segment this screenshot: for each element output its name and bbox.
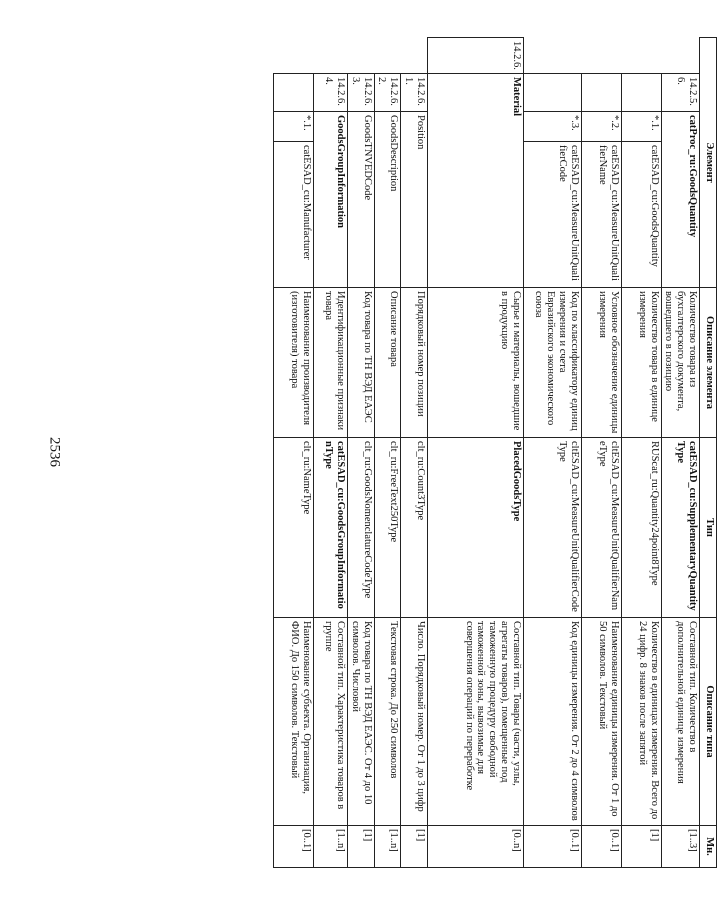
row-indent [274, 38, 314, 74]
row-sub-number: *.1. [274, 112, 314, 142]
element-description: Сырье и материалы, вошедшие в продукцию [427, 288, 523, 438]
type-name: catESAD_cu:SupplementaryQuantityType [661, 438, 699, 618]
table-row [661, 38, 699, 868]
row-number: 14.2.6.2. [374, 74, 401, 112]
type-name: cltESAD_cu:MeasureUnitQualifierNameType [581, 438, 621, 618]
row-sub-number: *.2. [581, 112, 621, 142]
table-row [374, 38, 401, 868]
header-type-description: Описание типа [700, 618, 717, 826]
element-name: GoodsGroupInformation [314, 112, 348, 288]
type-description: Составной тип. Товары (части, узлы, агрегаты товаров), помещенные под таможенную процедуру свободной таможенной зоны, вывозимые для совершения операций по переработке [427, 618, 523, 826]
type-name: catESAD_cu:GoodsGroupInformationType [314, 438, 348, 618]
multiplicity: [1..n] [314, 826, 348, 868]
row-indent [621, 38, 661, 74]
table-row [348, 38, 375, 868]
element-description: Порядковый номер позиции [401, 288, 428, 438]
element-name: catESAD_cu:GoodsQuantity [621, 142, 661, 288]
page-number: 2536 [46, 437, 63, 467]
type-name: clt_ru:Count3Type [401, 438, 428, 618]
element-description: Идентификационные признаки товара [314, 288, 348, 438]
element-description: Наименование производителя (изготовителя) товара [274, 288, 314, 438]
type-name: clt_ru:FreeText250Type [374, 438, 401, 618]
table-row [621, 38, 661, 868]
type-name: RUScat_ru:Quantity24point8Type [621, 438, 661, 618]
multiplicity: [0..1] [581, 826, 621, 868]
element-name: catESAD_cu:Manufacturer [274, 142, 314, 288]
table-row [427, 38, 523, 868]
element-name: GoodsTNVEDCode [348, 112, 375, 288]
row-indent [348, 38, 375, 74]
table-header-row [700, 38, 717, 868]
type-name: PlacedGoodsType [427, 438, 523, 618]
type-description: Составной тип. Характеристика товаров в группе [314, 618, 348, 826]
multiplicity: [1..3] [661, 826, 699, 868]
row-indent [523, 38, 581, 74]
row-number: 14.2.6.1. [401, 74, 428, 112]
row-number-blank [523, 74, 581, 112]
element-name: Material [427, 74, 523, 288]
type-description: Текстовая строка. До 250 символов [374, 618, 401, 826]
row-number-blank [621, 74, 661, 112]
type-description: Наименование субъекта. Организация, ФИО. До 150 символов. Текстовый [274, 618, 314, 826]
row-number: 14.2.6.4. [314, 74, 348, 112]
multiplicity: [1] [401, 826, 428, 868]
specification-table [273, 37, 717, 868]
type-description: Количество в единицах измерения. Всего до 24 цифр. 8 знаков после запятой [621, 618, 661, 826]
row-sub-number: *.1. [621, 112, 661, 142]
multiplicity: [0..1] [274, 826, 314, 868]
row-number-blank [581, 74, 621, 112]
element-name: catProc_ru:GoodsQuantity [661, 112, 699, 288]
table-row [314, 38, 348, 868]
element-description: Код по классификатору единиц измерения и счета Евразийского экономического союза [523, 288, 581, 438]
element-name: GoodsDescription [374, 112, 401, 288]
element-description: Условное обозначение единицы измерения [581, 288, 621, 438]
element-name: catESAD_cu:MeasureUnitQualifierCode [523, 142, 581, 288]
row-number: 14.2.5.6. [661, 74, 699, 112]
element-name: catESAD_cu:MeasureUnitQualifierName [581, 142, 621, 288]
multiplicity: [0..n] [427, 826, 523, 868]
header-type: Тип [700, 438, 717, 618]
header-multiplicity: Мн. [700, 826, 717, 868]
type-name: cltESAD_cu:MeasureUnitQualifierCodeType [523, 438, 581, 618]
type-description: Код единицы измерения. От 2 до 4 символов [523, 618, 581, 826]
element-description: Количество товара из бухгалтерского документа, вошедшего в позицию [661, 288, 699, 438]
rotated-page-content [243, 37, 717, 867]
row-number: 14.2.6.3. [348, 74, 375, 112]
type-description: Число. Порядковый номер. От 1 до 3 цифр [401, 618, 428, 826]
row-indent [401, 38, 428, 74]
header-element: Элемент [700, 38, 717, 288]
type-name: clt_ru:GoodsNomenclatureCodeType [348, 438, 375, 618]
table-row [523, 38, 581, 868]
type-description: Наименование единицы измерения. От 1 до 50 символов. Текстовый [581, 618, 621, 826]
row-number: 14.2.6. [427, 38, 523, 74]
table-row [274, 38, 314, 868]
table-row [401, 38, 428, 868]
row-indent [374, 38, 401, 74]
row-number-blank [274, 74, 314, 112]
multiplicity: [1..n] [374, 826, 401, 868]
row-indent [581, 38, 621, 74]
multiplicity: [0..1] [523, 826, 581, 868]
header-element-description: Описание элемента [700, 288, 717, 438]
table-row [581, 38, 621, 868]
row-indent [661, 38, 699, 74]
type-description: Код товара по ТН ВЭД ЕАЭС. От 4 до 10 символов. Числовой [348, 618, 375, 826]
type-name: clt_ru:NameType [274, 438, 314, 618]
element-description: Код товара по ТН ВЭД ЕАЭС [348, 288, 375, 438]
element-description: Количество товара в единице измерения [621, 288, 661, 438]
type-description: Составной тип. Количество в дополнительной единице измерения [661, 618, 699, 826]
row-indent [314, 38, 348, 74]
element-name: Position [401, 112, 428, 288]
element-description: Описание товара [374, 288, 401, 438]
multiplicity: [1] [348, 826, 375, 868]
multiplicity: [1] [621, 826, 661, 868]
row-sub-number: *.3. [523, 112, 581, 142]
